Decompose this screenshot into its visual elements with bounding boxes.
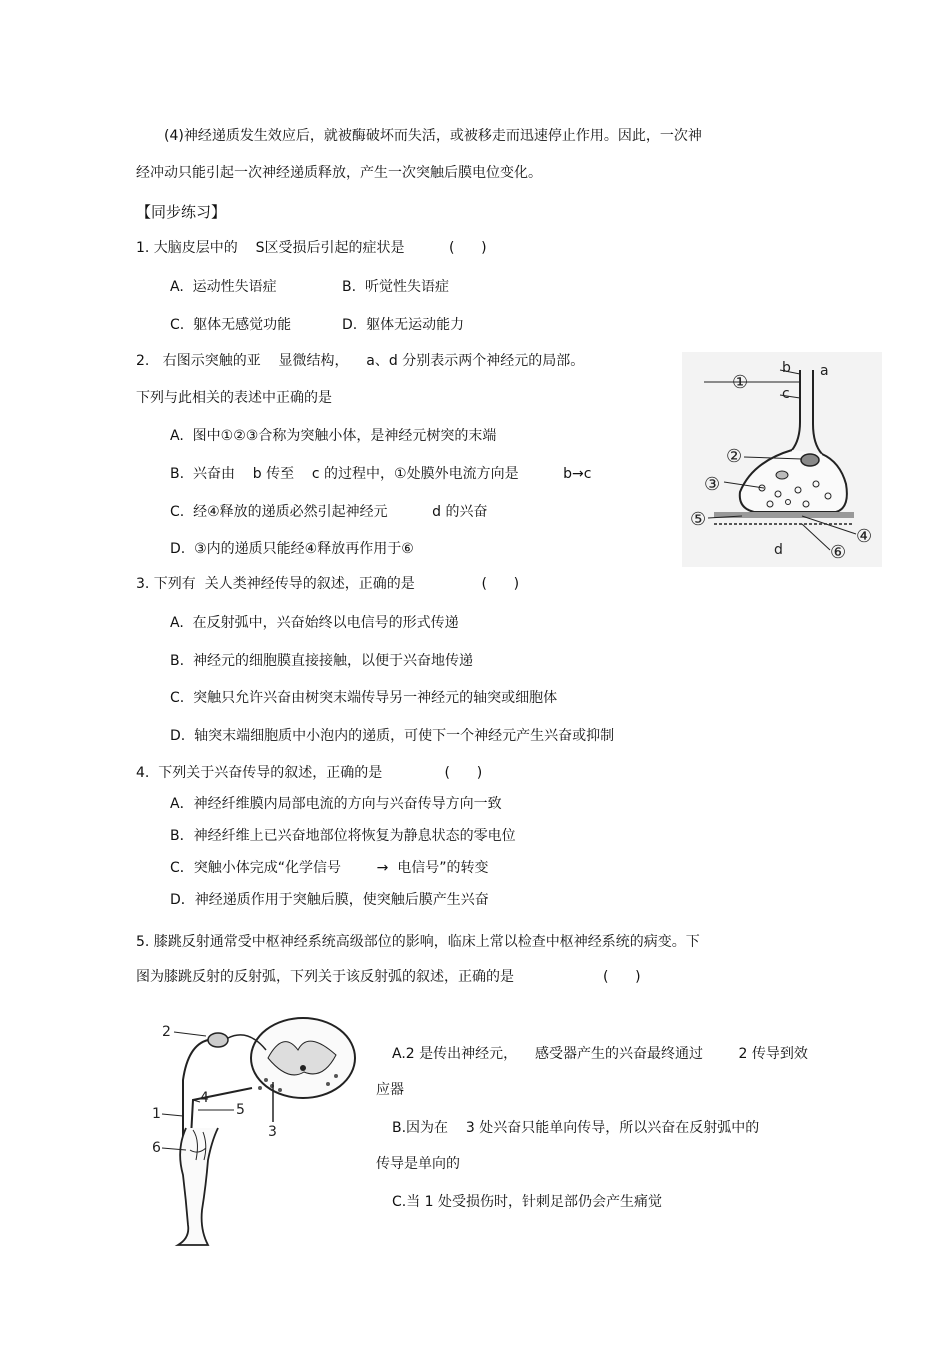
label-d: d xyxy=(774,542,783,558)
label-5: ⑤ xyxy=(690,509,707,530)
q3-option-b: B. 神经元的细胞膜直接接触，以便于兴奋地传递 xyxy=(170,653,473,669)
q5-stem-line-2: 图为膝跳反射的反射弧，下列关于该反射弧的叙述，正确的是 ( ) xyxy=(136,969,641,985)
label-c: c xyxy=(782,386,790,402)
label-b: b xyxy=(782,360,791,376)
q4-option-a: A．神经纤维膜内局部电流的方向与兴奋传导方向一致 xyxy=(170,796,502,812)
q1-option-b: B. 听觉性失语症 xyxy=(342,279,449,295)
label-4: ④ xyxy=(856,526,873,547)
q1-option-c: C. 躯体无感觉功能 xyxy=(170,317,292,333)
q5-stem-line-1: 5. 膝跳反射通常受中枢神经系统高级部位的影响，临床上常以检查中枢神经系统的病变。下 xyxy=(136,934,700,950)
synapse-diagram xyxy=(682,352,882,567)
q3-option-c: C. 突触只允许兴奋由树突末端传导另一神经元的轴突或细胞体 xyxy=(170,690,558,706)
q5-option-b-line-1: B.因为在 3 处兴奋只能单向传导，所以兴奋在反射弧中的 xyxy=(392,1120,760,1136)
intro-line-2: 经冲动只能引起一次神经递质释放，产生一次突触后膜电位变化。 xyxy=(136,165,542,181)
q4-option-d: D．神经递质作用于突触后膜，使突触后膜产生兴奋 xyxy=(170,892,489,908)
label-3: 3 xyxy=(268,1124,277,1140)
q2-stem-line-1: 2. 右图示突触的亚 显微结构， a、d 分别表示两个神经元的局部。 xyxy=(136,353,585,369)
q3-option-d: D. 轴突末端细胞质中小泡内的递质，可使下一个神经元产生兴奋或抑制 xyxy=(170,728,615,744)
q4-stem: 4. 下列关于兴奋传导的叙述，正确的是 ( ) xyxy=(136,765,483,781)
q4-option-c: C．突触小体完成“化学信号 → 电信号”的转变 xyxy=(170,860,489,876)
label-6: 6 xyxy=(152,1140,161,1156)
q1-option-d: D. 躯体无运动能力 xyxy=(342,317,465,333)
label-3: ③ xyxy=(704,474,721,495)
label-1: ① xyxy=(732,372,749,393)
q4-option-b: B．神经纤维上已兴奋地部位将恢复为静息状态的零电位 xyxy=(170,828,516,844)
q5-option-b-line-2: 传导是单向的 xyxy=(376,1156,460,1172)
q5-option-a-line-1: A.2 是传出神经元， 感受器产生的兴奋最终通过 2 传导到效 xyxy=(392,1046,808,1062)
label-5: 5 xyxy=(236,1102,245,1118)
q2-option-b: B. 兴奋由 b 传至 c 的过程中，①处膜外电流方向是 b→c xyxy=(170,466,592,482)
label-1: 1 xyxy=(152,1106,161,1122)
intro-line-1: (4)神经递质发生效应后，就被酶破坏而失活，或被移走而迅速停止作用。因此，一次神 xyxy=(164,128,702,144)
q2-option-d: D. ③内的递质只能经④释放再作用于⑥ xyxy=(170,541,414,557)
label-2: ② xyxy=(726,446,743,467)
q3-option-a: A. 在反射弧中，兴奋始终以电信号的形式传递 xyxy=(170,615,459,631)
label-2: 2 xyxy=(162,1024,171,1040)
q2-stem-line-2: 下列与此相关的表述中正确的是 xyxy=(136,390,332,406)
q3-stem: 3. 下列有 关人类神经传导的叙述，正确的是 ( ) xyxy=(136,576,520,592)
label-6: ⑥ xyxy=(830,542,847,563)
q2-option-c: C. 经④释放的递质必然引起神经元 d 的兴奋 xyxy=(170,504,488,520)
label-4: 4 xyxy=(200,1090,209,1106)
q1-option-a: A. 运动性失语症 xyxy=(170,279,277,295)
q1-stem: 1. 大脑皮层中的 S区受损后引起的症状是 ( ) xyxy=(136,240,487,256)
reflex-arc-diagram xyxy=(148,1010,363,1255)
section-title: 【同步练习】 xyxy=(136,203,227,221)
q5-option-c: C.当 1 处受损伤时，针刺足部仍会产生痛觉 xyxy=(392,1194,663,1210)
q5-option-a-line-2: 应器 xyxy=(376,1082,404,1098)
label-a: a xyxy=(820,363,829,379)
q2-option-a: A. 图中①②③合称为突触小体，是神经元树突的末端 xyxy=(170,428,497,444)
